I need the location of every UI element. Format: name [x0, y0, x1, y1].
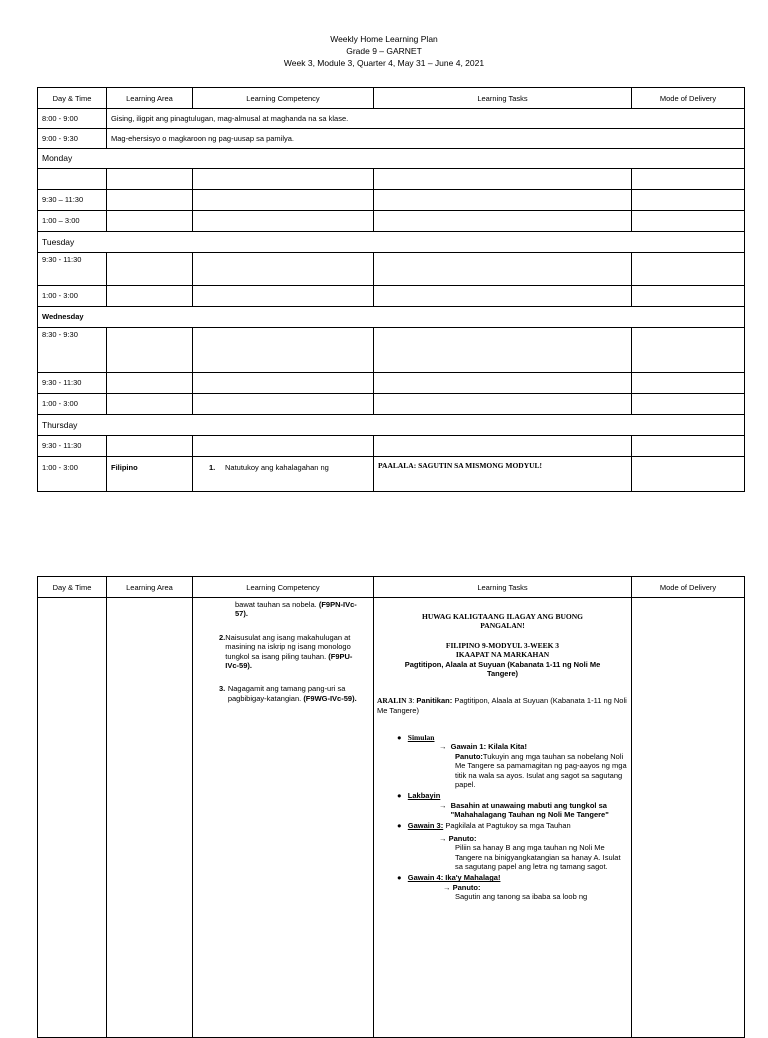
plan-grade: Grade 9 – GARNET: [346, 46, 422, 56]
competency-number: 1.: [209, 463, 216, 472]
competency-code: (F9PN-IVc-57).: [235, 600, 357, 619]
aralin-label: ARALIN 3: [377, 696, 413, 706]
row-time: 1:00 - 3:00: [38, 457, 107, 492]
arrow-icon: →: [439, 800, 447, 810]
section-simulan: [397, 733, 628, 742]
row-time: 1:00 – 3:00: [38, 211, 107, 232]
bullet-icon: ●: [397, 873, 402, 883]
col-learning-competency: Learning Competency: [193, 88, 374, 109]
col-learning-tasks: Learning Tasks: [374, 577, 632, 598]
panuto-text: Piliin sa hanay B ang mga tauhan ng Noli Me Tangere na binigyangkatangian sa hanay A. Isulat sa sagutang papel ang letra ng tamang sagot.: [455, 843, 621, 871]
routine-text: Mag-ehersisyo o magkaroon ng pag-uusap sa pamilya.: [107, 129, 745, 149]
lakbayin-task: [439, 801, 628, 820]
panuto-text: Tukuyin ang mga tauhan sa nobelang Noli Me Tangere sa pamamagitan ng pag-aayos ng mga titik na wala sa ayos. Isulat ang sagot sa sagutang papel.: [455, 751, 627, 789]
col-mode-of-delivery: Mode of Delivery: [632, 577, 745, 598]
aralin-line: ARALIN 3: Panitikan: Pagtitipon, Alaala at Suyuan (Kabanata 1-11 ng Noli Me Tangere): [377, 696, 627, 715]
bullet-icon: ●: [397, 791, 402, 801]
panuto-label: Panuto:: [448, 833, 477, 843]
competency-text: Natutukoy ang kahalagahan ng: [225, 463, 329, 472]
col-mode-of-delivery: Mode of Delivery: [632, 88, 745, 109]
competency-number: 3.: [219, 684, 226, 694]
name-reminder: HUWAG KALIGTAANG ILAGAY ANG BUONG PANGALAN!: [422, 612, 583, 631]
arrow-icon: →: [439, 833, 447, 843]
col-learning-competency: Learning Competency: [193, 577, 374, 598]
arrow-icon: →: [439, 742, 447, 752]
plan-table-1: [37, 87, 745, 492]
activity-title: Gawain 1: Kilala Kita!: [450, 742, 527, 752]
section-label: Simulan: [407, 733, 435, 742]
lesson-title: Pagtitipon, Alaala at Suyuan (Kabanata 1-11 ng Noli Me Tangere): [404, 659, 601, 678]
day-wednesday: Wednesday: [38, 307, 745, 328]
row-time: 1:00 - 3:00: [38, 286, 107, 307]
col-learning-area: Learning Area: [107, 577, 193, 598]
row-time: 8:00 - 9:00: [38, 109, 107, 129]
competency-code: (F9PU-IVc-59).: [225, 651, 353, 670]
task-reminder: PAALALA: SAGUTIN SA MISMONG MODYUL!: [374, 457, 632, 492]
section-label: Lakbayin: [407, 791, 441, 801]
row-time: 8:30 - 9:30: [38, 328, 107, 373]
row-time: 9:00 - 9:30: [38, 129, 107, 149]
day-tuesday: Tuesday: [38, 232, 745, 253]
task-text: Basahin at unawaing mabuti ang tungkol sa "Mahahalagang Tauhan ng Noli Me Tangere": [450, 800, 609, 819]
plan-week: Week 3, Module 3, Quarter 4, May 31 – June 4, 2021: [283, 58, 485, 68]
competency-text: Naisusulat ang isang makahulugan at masining na iskrip ng isang monologo tungkol sa isang piling tauhan.: [225, 632, 351, 661]
quarter-title: IKAAPAT NA MARKAHAN: [455, 650, 550, 660]
day-thursday: Thursday: [38, 415, 745, 436]
panuto-text: Sagutin ang tanong sa ibaba sa loob ng: [455, 892, 588, 901]
panuto3-line: [439, 834, 628, 843]
competency-cell: [193, 457, 374, 492]
col-learning-tasks: Learning Tasks: [374, 88, 632, 109]
activity-title: Gawain 4: Ika'y Mahalaga!: [407, 873, 501, 883]
row-time: 9:30 – 11:30: [38, 190, 107, 211]
activity-gawain1: [439, 742, 628, 751]
competency-list: [193, 598, 374, 1038]
bullet-icon: ●: [397, 821, 402, 831]
row-time: 9:30 - 11:30: [38, 253, 107, 286]
plan-table-2: [37, 576, 745, 1038]
instruction: [455, 752, 628, 790]
aralin-text: Pagtitipon, Alaala at Suyuan (Kabanata 1-11 ng Noli Me Tangere): [377, 696, 627, 715]
learning-tasks-cell: [374, 598, 632, 1038]
activity-title: Gawain 3:: [407, 821, 444, 831]
day-monday: Monday: [38, 149, 745, 169]
competency-text: bawat tauhan sa nobela.: [235, 600, 317, 609]
col-learning-area: Learning Area: [107, 88, 193, 109]
arrow-icon: →: [443, 882, 451, 892]
row-time: 9:30 - 11:30: [38, 373, 107, 394]
col-day-time: Day & Time: [38, 88, 107, 109]
panitikan-label: Panitikan:: [416, 696, 453, 706]
section-gawain4: [397, 873, 628, 882]
routine-text: Gising, iligpit ang pinagtulugan, mag-almusal at maghanda na sa klase.: [107, 109, 745, 129]
competency-text: Nagagamit ang tamang pang-uri sa pagbibigay-katangian.: [227, 684, 346, 703]
panuto-label: Panuto:: [452, 882, 481, 892]
bullet-icon: ●: [397, 733, 402, 742]
col-day-time: Day & Time: [38, 577, 107, 598]
panuto4-line: [443, 883, 628, 892]
competency-number: 2.: [219, 632, 226, 642]
learning-area: Filipino: [107, 457, 193, 492]
plan-title: Weekly Home Learning Plan: [330, 34, 438, 44]
competency-code: (F9WG-IVc-59).: [303, 693, 357, 703]
module-title: FILIPINO 9-MODYUL 3-WEEK 3: [445, 640, 560, 650]
activity-text: Pagkilala at Pagtukoy sa mga Tauhan: [445, 821, 571, 831]
section-gawain3: [397, 821, 628, 830]
row-time: 9:30 - 11:30: [38, 436, 107, 457]
panuto-label: Panuto:: [455, 751, 483, 761]
row-time: 1:00 - 3:00: [38, 394, 107, 415]
section-lakbayin: [397, 791, 628, 800]
